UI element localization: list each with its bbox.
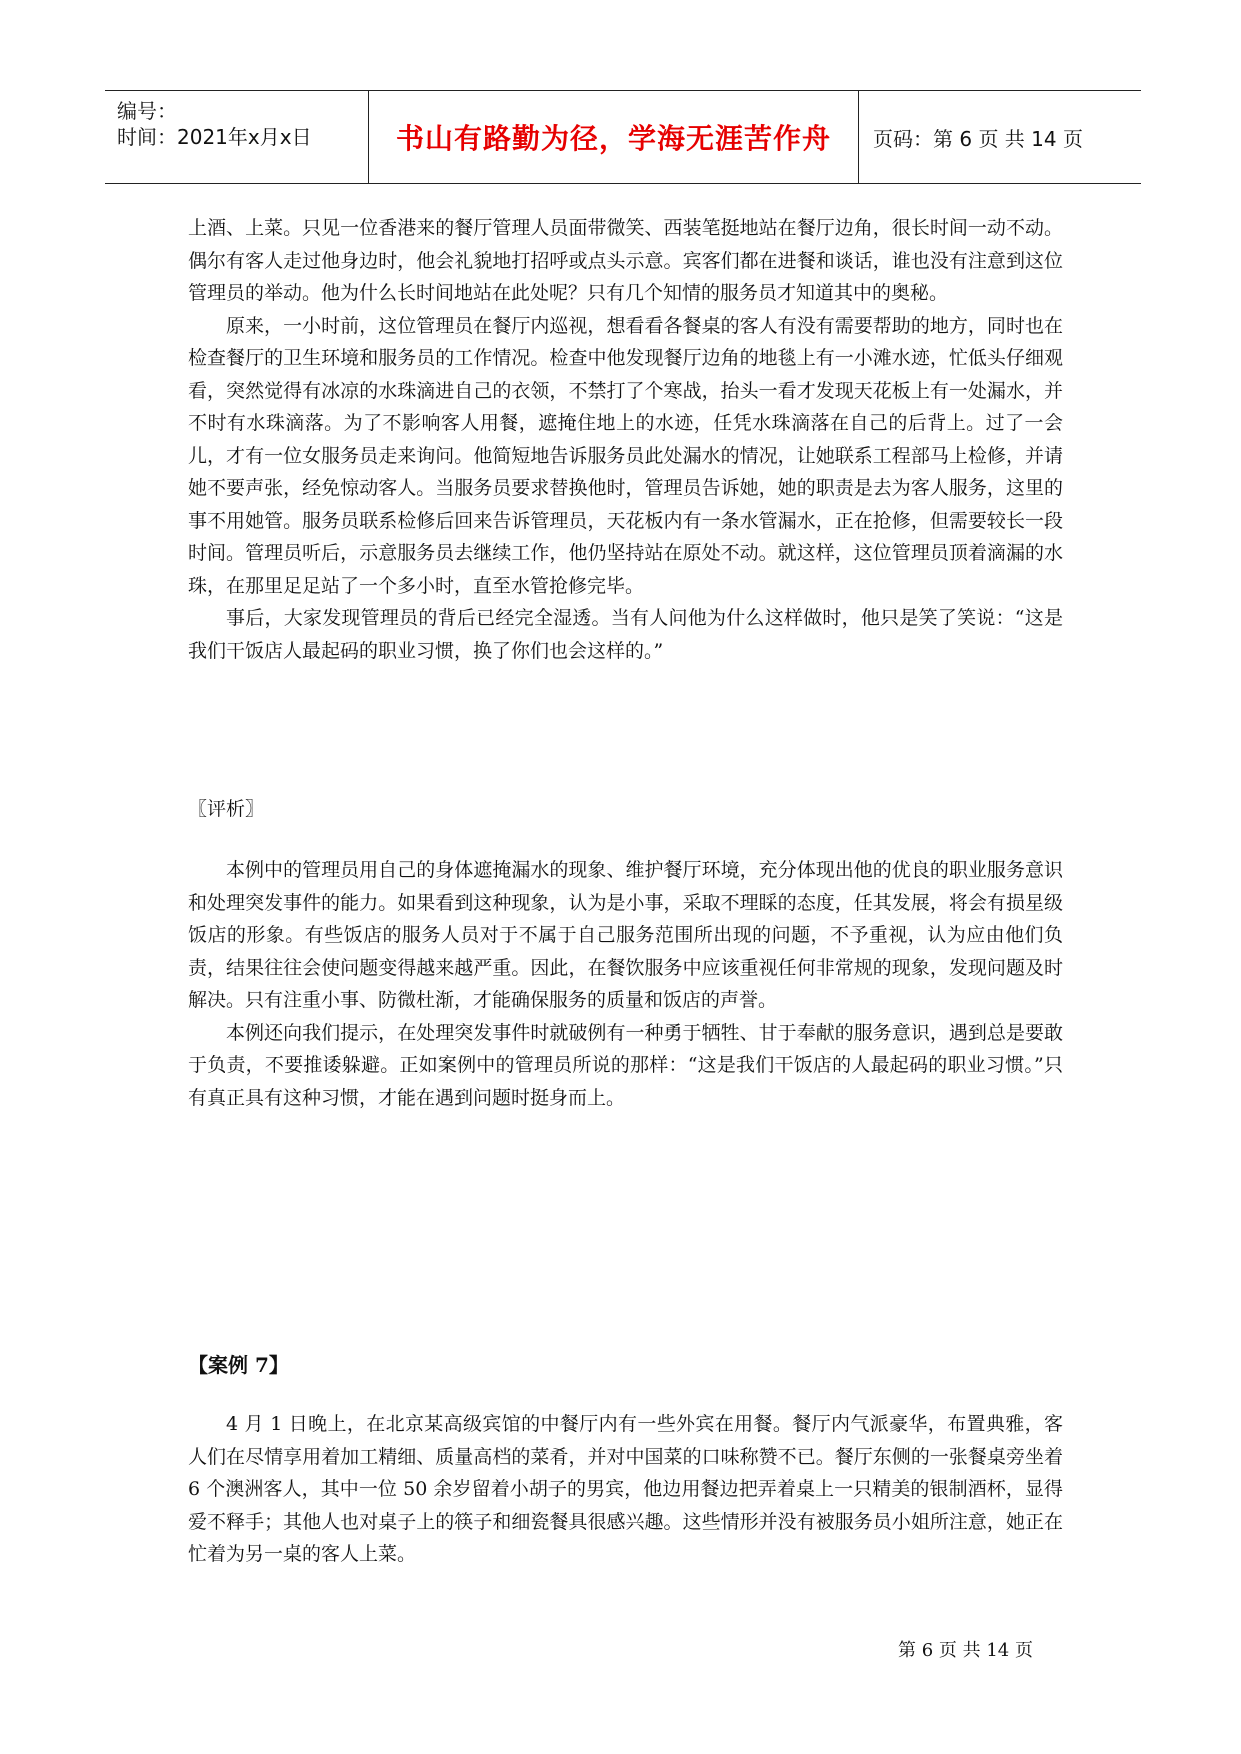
analysis-paragraph-1: 本例中的管理员用自己的身体遮掩漏水的现象、维护餐厅环境，充分体现出他的优良的职业服务意识和处理突发事件的能力。如果看到这种现象，认为是小事，采取不理睬的态度，任其发展，将会有损星级饭店的形象。有些饭店的服务人员对于不属于自己服务范围所出现的问题，不予重视，认为应由他们负责，结果往往会使问题变得越来越严重。因此，在餐饮服务中应该重视任何非常规的现象，发现问题及时解决。只有注重小事、防微杜渐，才能确保服务的质量和饭店的声誉。 — [188, 859, 1063, 1011]
body-paragraph-2: 原来，一小时前，这位管理员在餐厅内巡视，想看看各餐桌的客人有没有需要帮助的地方，同时也在检查餐厅的卫生环境和服务员的工作情况。检查中他发现餐厅边角的地毯上有一小滩水迹，忙低头仔细观看，突然觉得有冰凉的水珠滴进自己的衣领，不禁打了个寒战，抬头一看才发现天花板上有一处漏水，并不时有水珠滴落。为了不影响客人用餐，遮掩住地上的水迹，任凭水珠滴落在自己的后背上。过了一会儿，才有一位女服务员走来询问。他简短地告诉服务员此处漏水的情况，让她联系工程部马上检修，并请她不要声张，经免惊动客人。当服务员要求替换他时，管理员告诉她，她的职责是去为客人服务，这里的事不用她管。服务员联系检修后回来告诉管理员，天花板内有一条水管漏水，正在抢修，但需要较长一段时间。管理员听后，示意服务员去继续工作，他仍坚持站在原处不动。就这样，这位管理员顶着滴漏的水珠，在那里足足站了一个多小时，直至水管抢修完毕。 — [188, 314, 1063, 597]
body-paragraph-1: 上酒、上菜。只见一位香港来的餐厅管理人员面带微笑、西装笔挺地站在餐厅边角，很长时间一动不动。偶尔有客人走过他身边时，他会礼貌地打招呼或点头示意。宾客们都在进餐和谈话，谁也没有注意到这位管理员的举动。他为什么长时间地站在此处呢？只有几个知情的服务员才知道其中的奥秘。 — [188, 217, 1063, 304]
body-paragraph-3: 事后，大家发现管理员的背后已经完全湿透。当有人问他为什么这样做时，他只是笑了笑说：“这是我们干饭店人最起码的职业习惯，换了你们也会这样的。” — [188, 607, 1063, 662]
header-motto: 书山有路勤为径，学海无涯苦作舟 — [369, 91, 859, 183]
analysis-heading: 〖评析〗 — [188, 798, 265, 820]
document-header — [105, 90, 1141, 184]
time-label: 时间：2021年x月x日 — [117, 125, 312, 149]
serial-number-label: 编号： — [117, 99, 177, 123]
case-paragraph-1: 4 月 1 日晚上，在北京某高级宾馆的中餐厅内有一些外宾在用餐。餐厅内气派豪华，布置典雅，客人们在尽情享用着加工精细、质量高档的菜肴，并对中国菜的口味称赞不已。餐厅东侧的一张餐桌旁坐着 6 个澳洲客人，其中一位 50 余岁留着小胡子的男宾，他边用餐边把弄着桌上一只精美的银制酒杯，显得爱不释手；其他人也对桌子上的筷子和细瓷餐具很感兴趣。这些情形并没有被服务员小姐所注意，她正在忙着为另一桌的客人上菜。 — [188, 1413, 1063, 1565]
analysis-paragraph-2: 本例还向我们提示，在处理突发事件时就破例有一种勇于牺牲、甘于奉献的服务意识，遇到总是要敢于负责，不要推诿躲避。正如案例中的管理员所说的那样：“这是我们干饭店的人最起码的职业习惯。”只有真正具有这种习惯，才能在遇到问题时挺身而上。 — [188, 1021, 1063, 1109]
case-section — [188, 1408, 1063, 1571]
case-heading: 【案例 7】 — [188, 1353, 289, 1377]
page-footer: 第 6 页 共 14 页 — [898, 1640, 1033, 1661]
story-section — [188, 212, 1063, 667]
header-page-number: 页码：第 6 页 共 14 页 — [873, 126, 1083, 151]
analysis-section — [188, 854, 1063, 1114]
header-meta-cell — [105, 91, 369, 183]
